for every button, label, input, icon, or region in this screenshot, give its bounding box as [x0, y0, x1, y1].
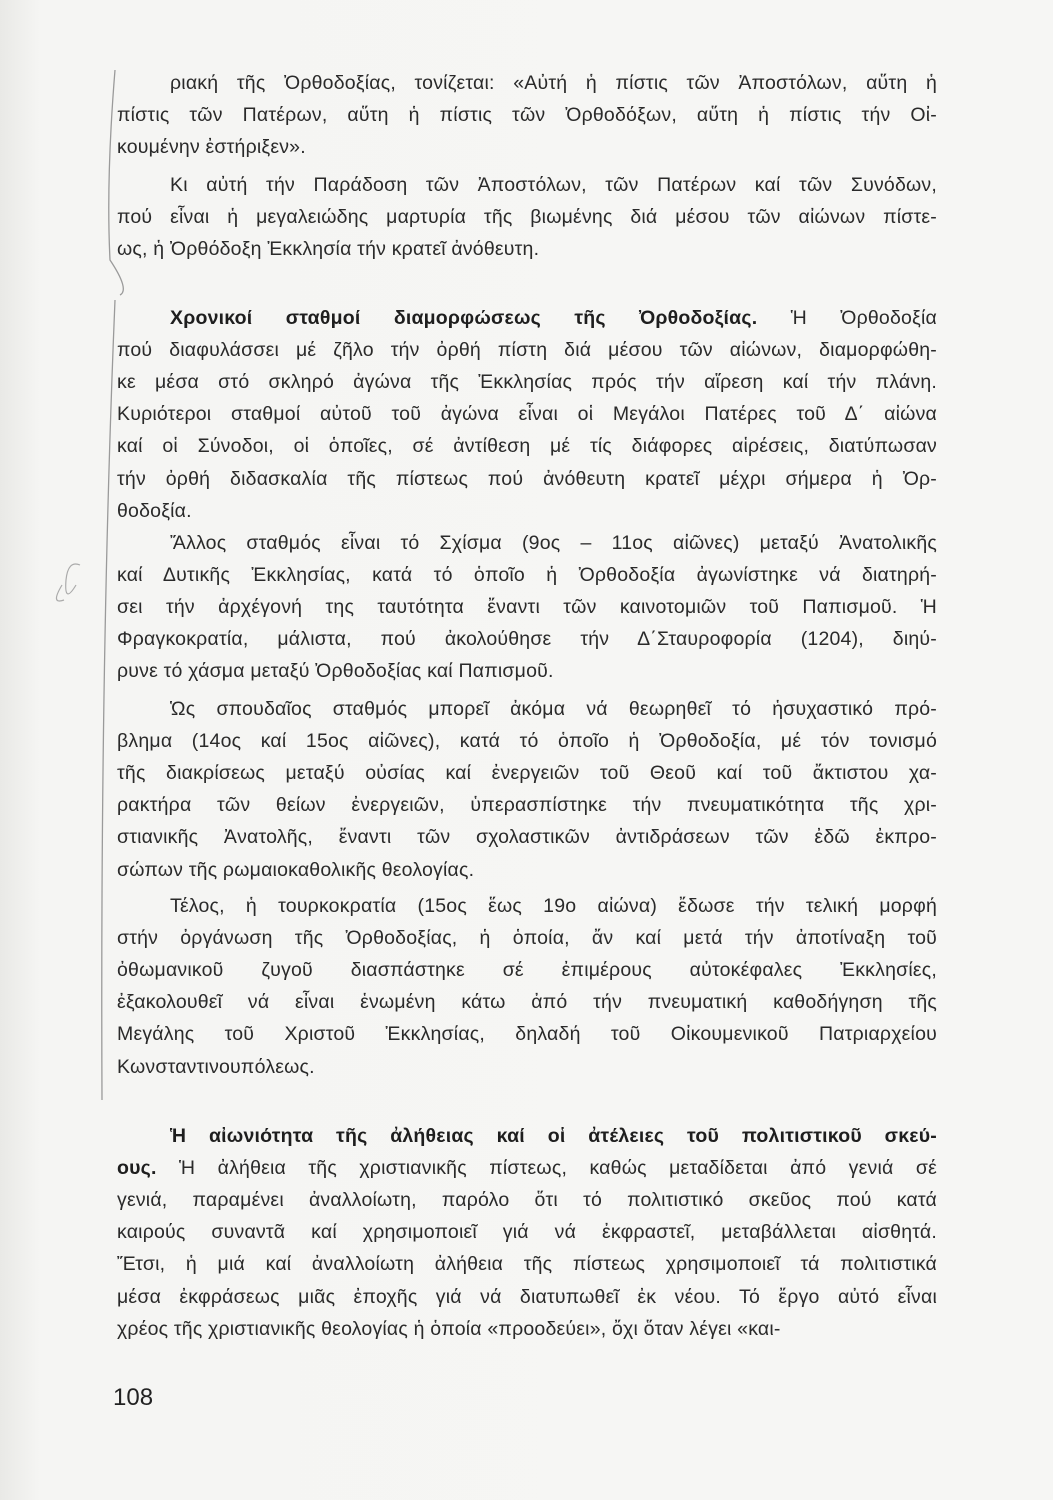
- text-line: καί Δυτικῆς Ἐκκλησίας, κατά τό ὁποῖο ἡ Ὀρθοδοξία ἀγωνίστηκε νά διατηρή-: [117, 564, 937, 587]
- text-line: ρυνε τό χάσμα μεταξύ Ὀρθοδοξίας καί Παπισμοῦ.: [117, 660, 554, 683]
- text-line: ως, ἡ Ὀρθόδοξη Ἐκκλησία τήν κρατεῖ ἀνόθευτη.: [117, 238, 540, 261]
- text-line: βλημα (14ος καί 15ος αἰῶνες), κατά τό ὁποῖο ἡ Ὀρθοδοξία, μέ τόν τονισμό: [117, 730, 937, 753]
- text-line: Ἄλλος σταθμός εἶναι τό Σχίσμα (9ος – 11ος αἰῶνες) μεταξύ Ἀνατολικῆς: [170, 532, 937, 554]
- text-line: στιανικῆς Ἀνατολῆς, ἔναντι τῶν σχολαστικῶν ἀντιδράσεων τῶν ἐδῶ ἐκπρο-: [117, 826, 937, 849]
- text-line: Ἔτσι, ἡ μιά καί ἀναλλοίωτη ἀλήθεια τῆς πίστεως χρησιμοποιεῖ τά πολιτιστικά: [117, 1253, 937, 1276]
- text-line: γενιά, παραμένει ἀναλλοίωτη, παρόλο ὅτι τό πολιτιστικό σκεῦος πού κατά: [117, 1189, 937, 1212]
- text-line: τῆς διακρίσεως μεταξύ οὐσίας καί ἐνεργειῶν τοῦ Θεοῦ καί τοῦ ἄκτιστου χα-: [117, 762, 937, 785]
- text-line: κουμένην ἐστήριξεν».: [117, 136, 306, 159]
- text-line: Φραγκοκρατία, μάλιστα, πού ἀκολούθησε τήν Δ΄Σταυροφορία (1204), διηύ-: [117, 628, 937, 651]
- section-heading-continued: ους.: [117, 1157, 157, 1180]
- text-line: [117, 306, 937, 330]
- text-line: Μεγάλης τοῦ Χριστοῦ Ἐκκλησίας, δηλαδή τοῦ Οἰκουμενικοῦ Πατριαρχείου: [117, 1023, 937, 1046]
- text-line: χρέος τῆς χριστιανικῆς θεολογίας ἡ ὁποία «προοδεύει», ὄχι ὅταν λέγει «και-: [117, 1317, 781, 1340]
- text-line: πού εἶναι ἡ μεγαλειώδης μαρτυρία τῆς βιωμένης διά μέσου τῶν αἰώνων πίστε-: [117, 206, 937, 229]
- text-line: ἐξακολουθεῖ νά εἶναι ἑνωμένη κάτω ἀπό τήν πνευματική καθοδήγηση τῆς: [117, 991, 937, 1014]
- text-line: στήν ὀργάνωση τῆς Ὀρθοδοξίας, ἡ ὁποία, ἄν καί μετά τήν ἀποτίναξη τοῦ: [117, 927, 937, 950]
- text-line: κε μέσα στό σκληρό ἀγώνα τῆς Ἐκκλησίας πρός τήν αἵρεση καί τήν πλάνη.: [117, 371, 937, 394]
- text-line: σει τήν ἀρχέγονή της ταυτότητα ἔναντι τῶν καινοτομιῶν τοῦ Παπισμοῦ. Ἡ: [117, 596, 937, 619]
- section-heading: Χρονικοί σταθμοί διαμορφώσεως τῆς Ὀρθοδοξίας.: [170, 307, 758, 329]
- page-number: 108: [113, 1384, 154, 1411]
- text-line: Ὡς σπουδαῖος σταθμός μπορεῖ ἀκόμα νά θεωρηθεῖ τό ἡσυχαστικό πρό-: [170, 698, 937, 720]
- text-line: Κωνσταντινουπόλεως.: [117, 1055, 315, 1078]
- text-line: πού διαφυλάσσει μέ ζῆλο τήν ὀρθή πίστη διά μέσου τῶν αἰώνων, διαμορφώθη-: [117, 339, 937, 362]
- text-line: ριακή τῆς Ὀρθοδοξίας, τονίζεται: «Αὐτή ἡ πίστις τῶν Ἀποστόλων, αὕτη ἡ: [170, 72, 937, 94]
- text-line: Τέλος, ἡ τουρκοκρατία (15ος ἕως 19ο αἰώνα) ἔδωσε τήν τελική μορφή: [170, 895, 937, 917]
- text-span: Ἡ Ὀρθοδοξία: [757, 307, 937, 329]
- text-line: πίστις τῶν Πατέρων, αὕτη ἡ πίστις τῶν Ὀρθοδόξων, αὕτη ἡ πίστις τήν Οἰ-: [117, 104, 937, 127]
- text-line: Κι αὐτή τήν Παράδοση τῶν Ἀποστόλων, τῶν Πατέρων καί τῶν Συνόδων,: [170, 174, 937, 196]
- text-line: ὀθωμανικοῦ ζυγοῦ διασπάστηκε σέ ἐπιμέρους αὐτοκέφαλες Ἐκκλησίες,: [117, 959, 937, 982]
- text-line: [117, 1156, 937, 1180]
- text-line: ρακτήρα τῶν θείων ἐνεργειῶν, ὑπερασπίστηκε τήν πνευματικότητα τῆς χρι-: [117, 794, 937, 817]
- text-line: μέσα ἐκφράσεως μιᾶς ἐποχῆς γιά νά διατυπωθεῖ ἐκ νέου. Τό ἔργο αὐτό εἶναι: [117, 1285, 937, 1308]
- text-line: καί οἱ Σύνοδοι, οἱ ὁποῖες, σέ ἀντίθεση μέ τίς διάφορες αἱρέσεις, διατύπωσαν: [117, 435, 937, 458]
- text-line: τήν ὀρθή διδασκαλία τῆς πίστεως πού ἀνόθευτη κρατεῖ μέχρι σήμερα ἡ Ὀρ-: [117, 467, 937, 490]
- text-span: Ἡ ἀλήθεια τῆς χριστιανικῆς πίστεως, καθώς μεταδίδεται ἀπό γενιά σέ: [156, 1157, 937, 1180]
- text-line: θοδοξία.: [117, 499, 192, 522]
- text-line: καιρούς συναντᾶ καί χρησιμοποιεῖ γιά νά ἐκφραστεῖ, μεταβάλλεται αἰσθητά.: [117, 1221, 937, 1244]
- text-line: σώπων τῆς ρωμαιοκαθολικῆς θεολογίας.: [117, 858, 475, 881]
- text-line: [117, 1124, 937, 1148]
- section-heading: Ἡ αἰωνιότητα τῆς ἀλήθειας καί οἱ ἀτέλειες τοῦ πολιτιστικοῦ σκεύ-: [170, 1125, 937, 1147]
- text-line: Κυριότεροι σταθμοί αὐτοῦ τοῦ ἀγώνα εἶναι οἱ Μεγάλοι Πατέρες τοῦ Δ΄ αἰώνα: [117, 403, 937, 426]
